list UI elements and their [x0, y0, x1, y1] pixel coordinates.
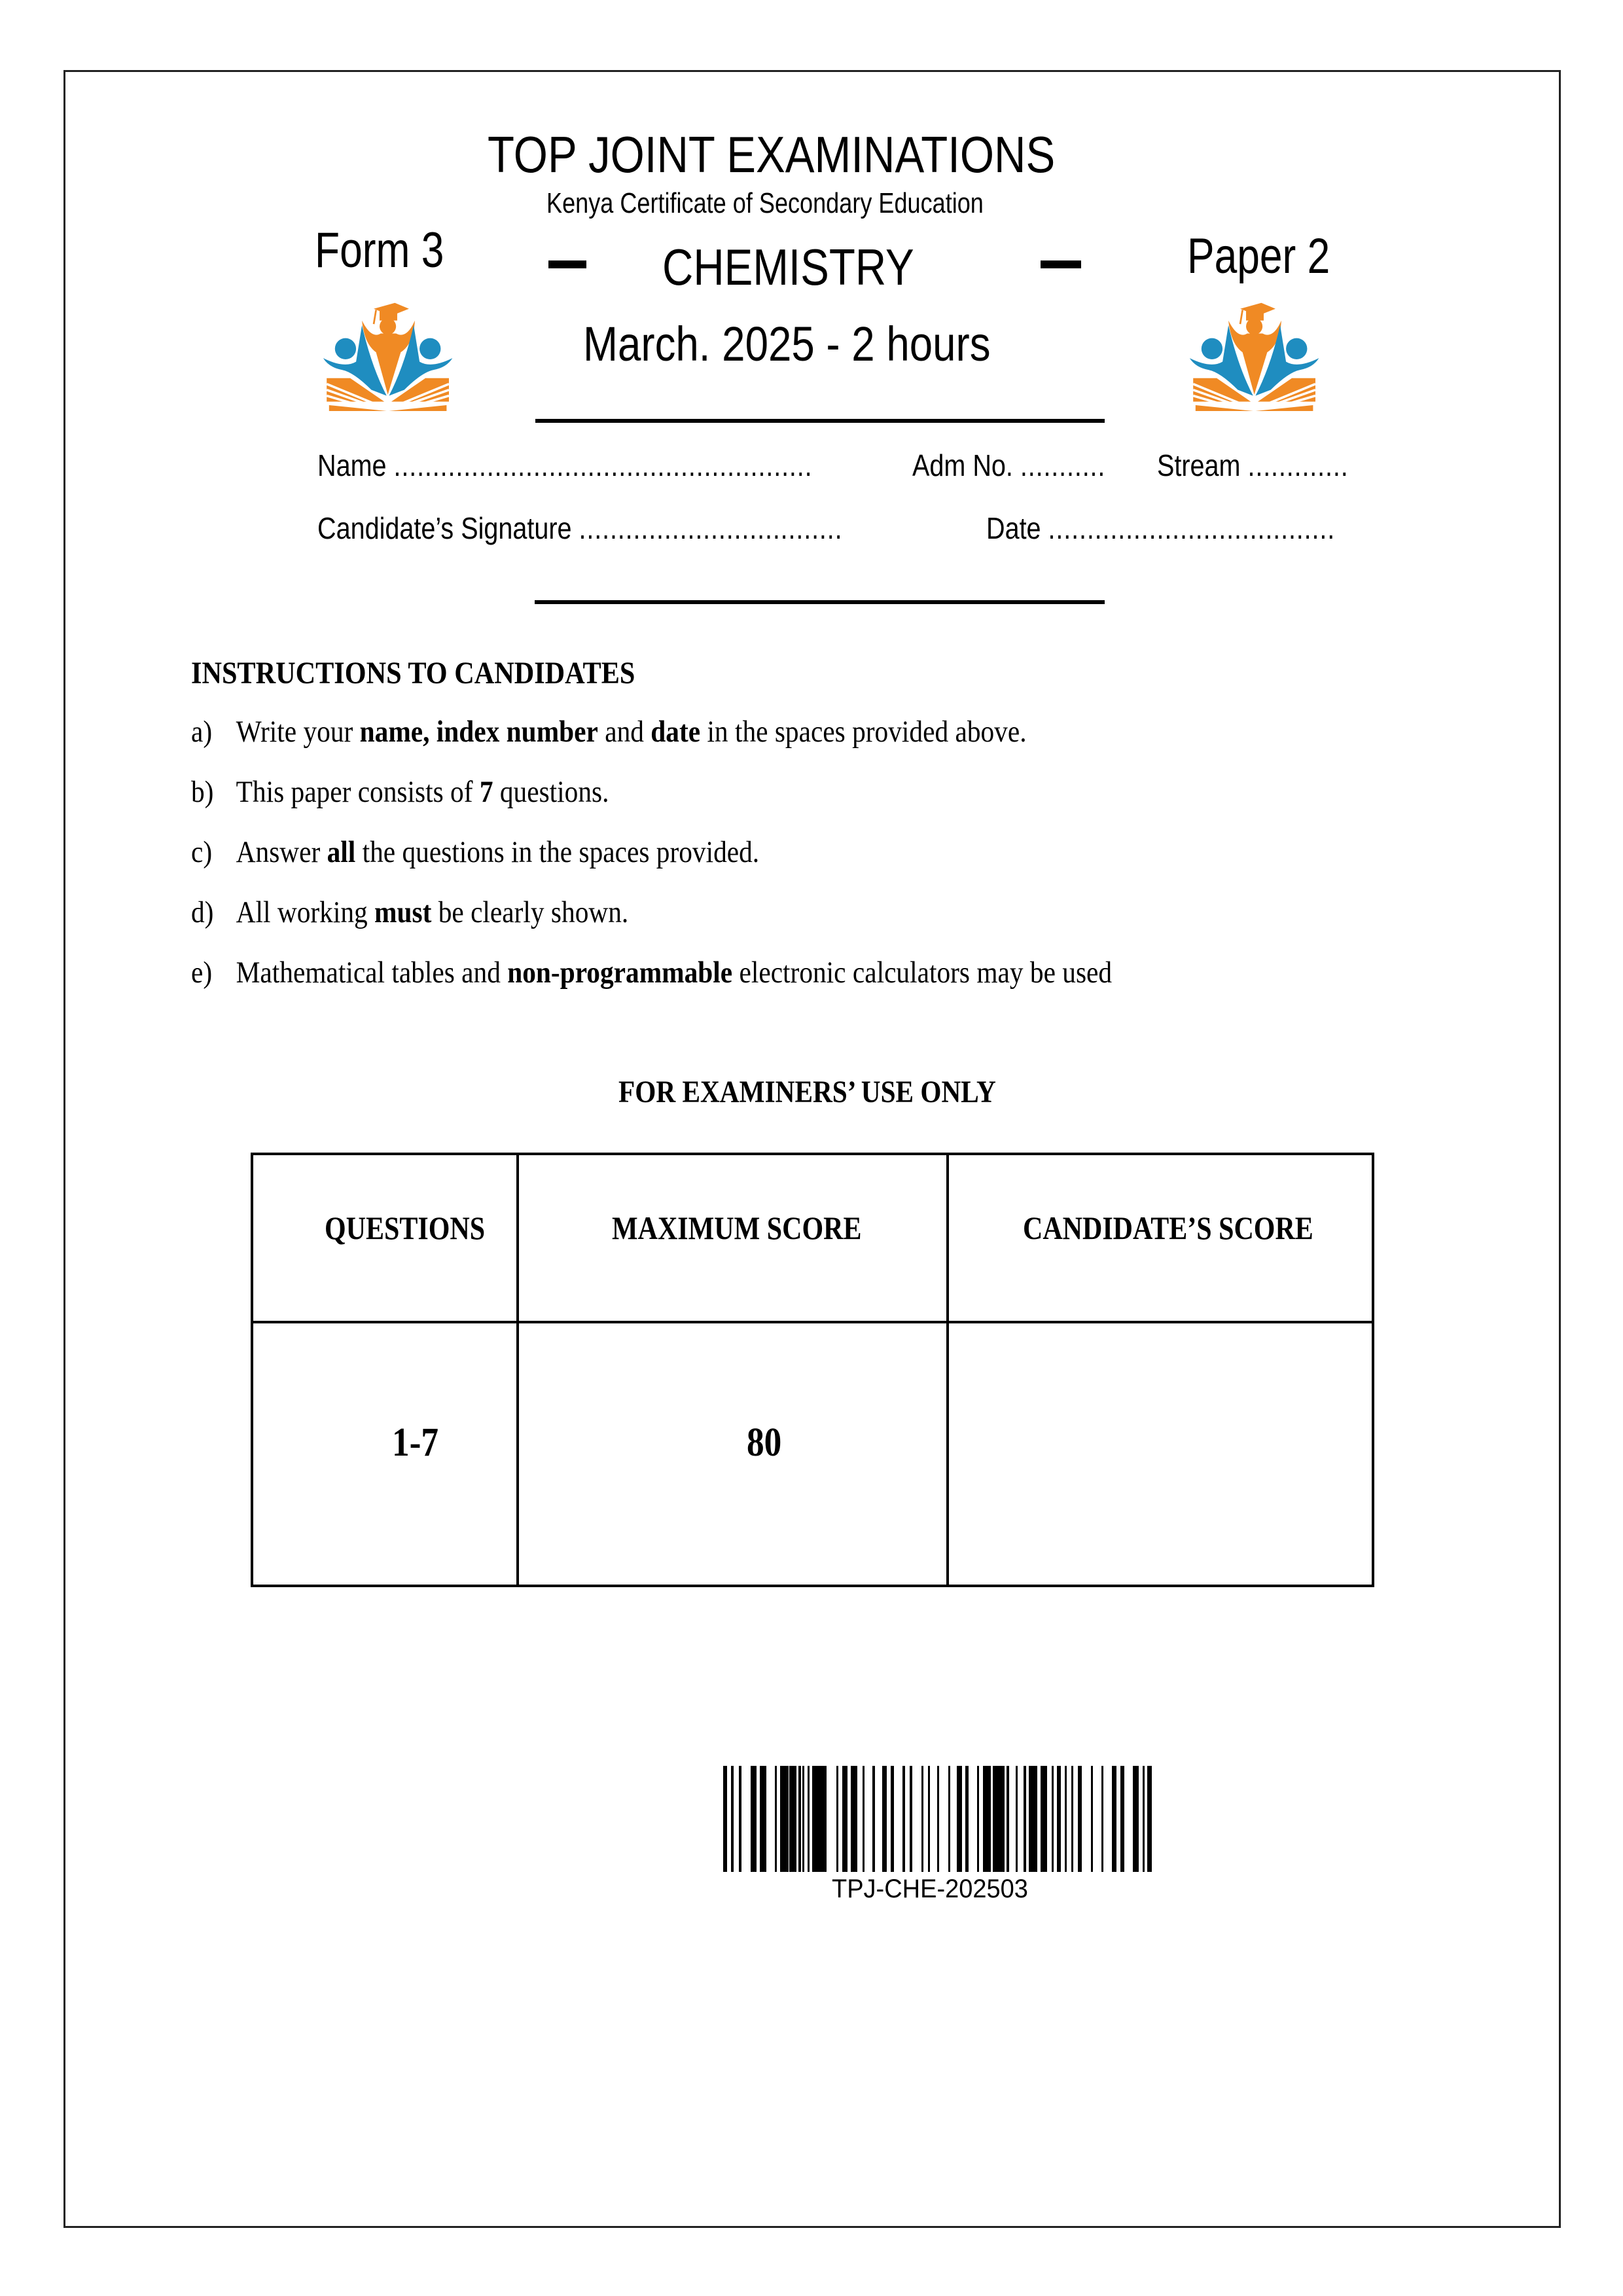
instruction-text: in the spaces provided above.: [700, 715, 1027, 749]
header-row-divider: [253, 1321, 1372, 1323]
column-header-candidates-score: CANDIDATE’S SCORE: [1023, 1210, 1313, 1246]
instruction-text: electronic calculators may be used: [732, 956, 1113, 990]
instruction-item: [191, 837, 759, 868]
column-header-maximum-score: MAXIMUM SCORE: [612, 1210, 862, 1246]
instruction-text: the questions in the spaces provided.: [355, 835, 760, 869]
adm-no-input-dots[interactable]: ...........: [1020, 448, 1106, 482]
instructions-heading: INSTRUCTIONS TO CANDIDATES: [191, 656, 635, 691]
instruction-text: Mathematical tables and: [236, 956, 508, 990]
instruction-emphasis: all: [327, 835, 356, 869]
adm-no-field[interactable]: [912, 450, 1105, 480]
instruction-item: [191, 958, 1112, 988]
column-divider: [516, 1155, 519, 1585]
column-divider: [946, 1155, 949, 1585]
column-header-questions: QUESTIONS: [325, 1210, 486, 1246]
form-label: Form 3: [315, 223, 444, 278]
questions-cell: 1-7: [392, 1420, 439, 1465]
date-label: Date: [986, 511, 1041, 545]
dash-left: [548, 260, 586, 268]
barcode-icon: [723, 1766, 1155, 1872]
paper-label: Paper 2: [1187, 228, 1330, 284]
instruction-emphasis: index number: [436, 715, 598, 749]
name-input-dots[interactable]: ......................................................: [393, 448, 813, 482]
page-border: [63, 70, 1561, 2228]
name-field[interactable]: [317, 450, 812, 480]
instruction-text: Write your: [236, 715, 360, 749]
adm-no-label: Adm No.: [912, 448, 1013, 482]
instruction-text: [429, 715, 436, 749]
instruction-label: c): [191, 835, 213, 869]
score-table: [251, 1153, 1374, 1587]
instruction-emphasis: non-programmable: [507, 956, 733, 990]
stream-label: Stream: [1157, 448, 1241, 482]
exam-subtitle: Kenya Certificate of Secondary Education: [546, 187, 984, 219]
instruction-item: [191, 717, 1027, 747]
barcode-code: TPJ-CHE-202503: [832, 1874, 1028, 1903]
instruction-text: be clearly shown.: [431, 895, 629, 929]
signature-label: Candidate’s Signature: [317, 511, 572, 545]
dash-right: [1041, 260, 1081, 268]
exam-title: TOP JOINT EXAMINATIONS: [488, 126, 1056, 183]
education-logo-icon: [1181, 296, 1323, 411]
education-logo-icon: [315, 296, 456, 411]
signature-field[interactable]: [317, 513, 842, 543]
subject-title: CHEMISTRY: [662, 238, 914, 296]
instruction-label: e): [191, 956, 213, 990]
instruction-emphasis: 7: [479, 775, 493, 809]
exam-date-duration: March. 2025 - 2 hours: [583, 317, 991, 371]
instruction-item: [191, 777, 609, 808]
instruction-emphasis: name,: [359, 715, 430, 749]
signature-input-dots[interactable]: ..................................: [579, 511, 843, 545]
date-field[interactable]: [986, 513, 1335, 543]
instruction-item: [191, 897, 628, 928]
instruction-text: questions.: [493, 775, 609, 809]
instruction-label: d): [191, 895, 214, 929]
instruction-text: and: [597, 715, 651, 749]
instruction-text: Answer: [236, 835, 327, 869]
examiners-heading: FOR EXAMINERS’ USE ONLY: [618, 1075, 996, 1109]
instruction-emphasis: date: [651, 715, 701, 749]
candidates-score-cell[interactable]: [954, 1325, 1372, 1585]
instruction-text: All working: [236, 895, 375, 929]
header-rule-top: [535, 419, 1105, 423]
instruction-emphasis: must: [374, 895, 432, 929]
instruction-label: a): [191, 715, 213, 749]
name-label: Name: [317, 448, 387, 482]
stream-input-dots[interactable]: .............: [1247, 448, 1349, 482]
date-input-dots[interactable]: .....................................: [1048, 511, 1336, 545]
stream-field[interactable]: [1157, 450, 1349, 480]
instruction-text: This paper consists of: [236, 775, 480, 809]
header-rule-bottom: [535, 600, 1105, 604]
instruction-label: b): [191, 775, 214, 809]
maximum-score-cell: 80: [747, 1420, 782, 1465]
